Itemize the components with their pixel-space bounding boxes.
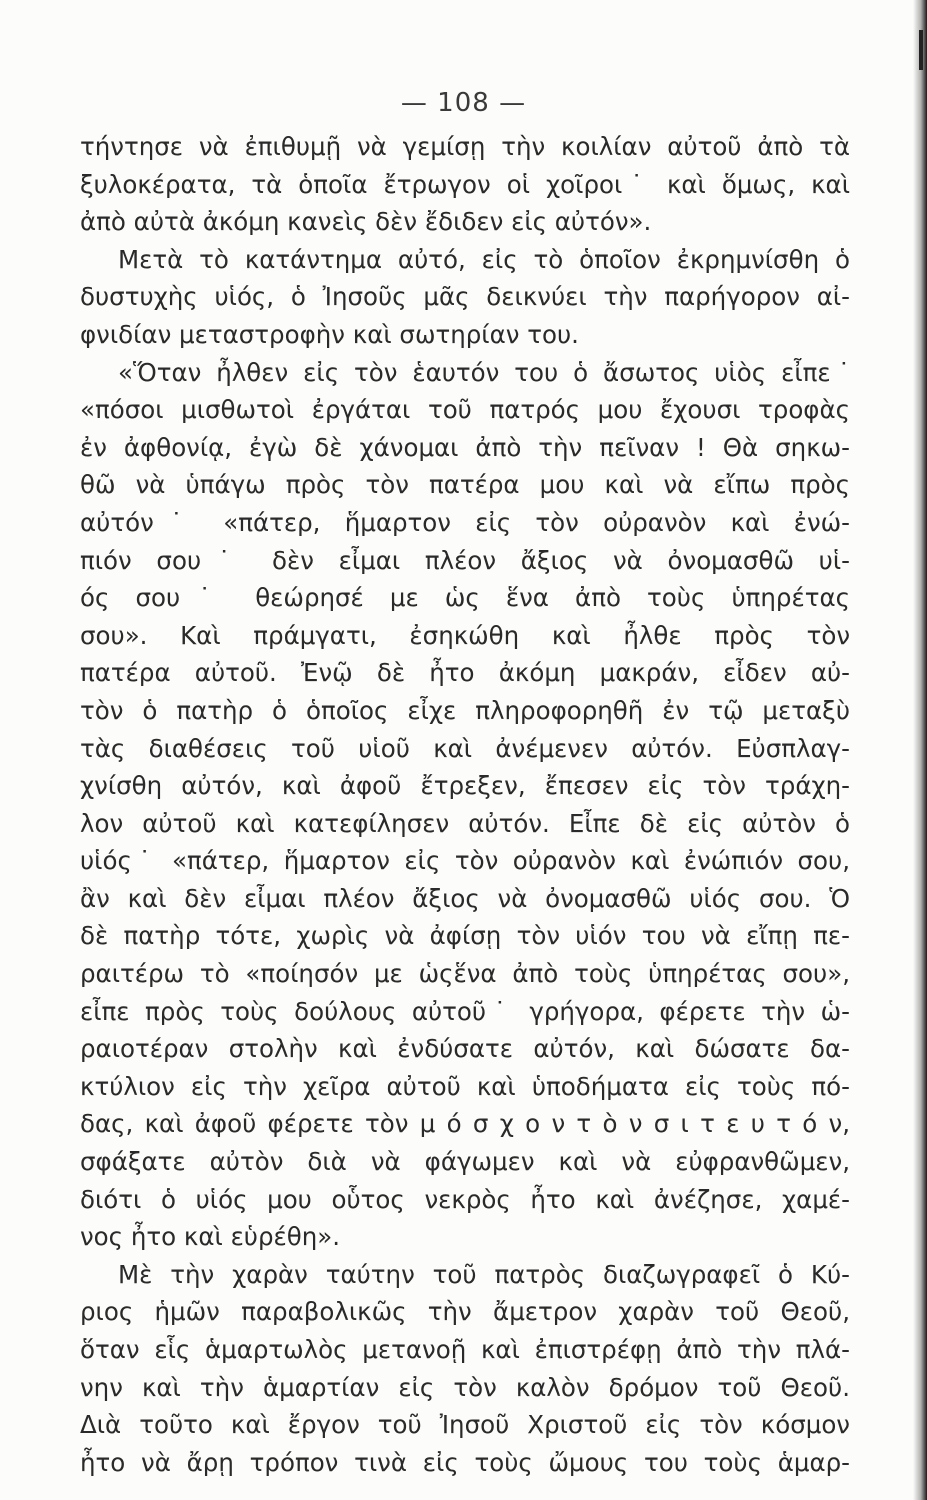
body-text	[80, 128, 850, 1481]
text-line: «Ὅταν ἦλθεν εἰς τὸν ἑαυτόν του ὁ ἄσωτος υἱὸς εἶπε˙	[118, 357, 850, 387]
text-line: σου». Καὶ πράμγατι, ἐσηκώθη καὶ ἦλθε πρὸς τὸν	[80, 620, 850, 650]
text-line: ριος ἡμῶν παραβολικῶς τὴν ἄμετρον χαρὰν τοῦ Θεοῦ,	[80, 1297, 850, 1327]
text-line: ἦτο νὰ ἄρῃ τρόπον τινὰ εἰς τοὺς ὤμους του τοὺς ἁμαρ-	[80, 1447, 850, 1477]
text-line: ἐν ἀφθονίᾳ, ἐγὼ δὲ χάνομαι ἀπὸ τὴν πεῖναν ! Θὰ σηκω-	[80, 432, 850, 462]
text-line: πατέρα αὐτοῦ. Ἐνῷ δὲ ἦτο ἀκόμη μακράν, εἶδεν αὐ-	[80, 658, 850, 688]
text-line: ὅταν εἷς ἁμαρτωλὸς μετανοῇ καὶ ἐπιστρέφῃ ἀπὸ τὴν πλά-	[80, 1335, 850, 1364]
text-line: εἶπε πρὸς τοὺς δούλους αὐτοῦ˙ γρήγορα, φέρετε τὴν ὡ-	[80, 996, 850, 1026]
text-line: σφάξατε αὐτὸν διὰ νὰ φάγωμεν καὶ νὰ εὐφρανθῶμεν,	[80, 1147, 850, 1177]
page-edge-mark	[919, 30, 923, 70]
text-line: ἂν καὶ δὲν εἶμαι πλέον ἄξιος νὰ ὀνομασθῶ υἱός σου. Ὁ	[80, 883, 850, 913]
text-line: πιόν σου˙ δὲν εἶμαι πλέον ἄξιος νὰ ὀνομασθῶ υἱ-	[80, 545, 850, 575]
text-line: νος ἦτο καὶ εὑρέθη».	[80, 1222, 341, 1252]
text-line: Μὲ τὴν χαρὰν ταύτην τοῦ πατρὸς διαζωγραφεῖ ὁ Κύ-	[118, 1259, 850, 1289]
text-line: τήντησε νὰ ἐπιθυμῇ νὰ γεμίσῃ τὴν κοιλίαν αὐτοῦ ἀπὸ τὰ	[80, 132, 850, 161]
text-line: χνίσθη αὐτόν, καὶ ἀφοῦ ἔτρεξεν, ἔπεσεν εἰς τὸν τράχη-	[80, 771, 850, 801]
text-line: ἀπὸ αὐτὰ ἀκόμη κανεὶς δὲν ἔδιδεν εἰς αὐτόν».	[80, 207, 652, 237]
text-line: δὲ πατὴρ τότε, χωρὶς νὰ ἀφίσῃ τὸν υἱόν του νὰ εἴπῃ πε-	[80, 921, 850, 951]
text-line: αὐτόν˙ «πάτερ, ἥμαρτον εἰς τὸν οὐρανὸν καὶ ἐνώ-	[80, 507, 850, 537]
text-line: «πόσοι μισθωτοὶ ἐργάται τοῦ πατρός μου ἔχουσι τροφὰς	[80, 395, 850, 425]
text-line: τὰς διαθέσεις τοῦ υἱοῦ καὶ ἀνέμενεν αὐτόν. Εὐσπλαγ-	[80, 733, 850, 763]
text-line: κτύλιον εἰς τὴν χεῖρα αὐτοῦ καὶ ὑποδήματα εἰς τοὺς πό-	[80, 1071, 850, 1101]
text-line: ραιτέρω τὸ «ποίησόν με ὡςἕνα ἀπὸ τοὺς ὑπηρέτας σου»,	[80, 959, 850, 989]
text-line: τὸν ὁ πατὴρ ὁ ὁποῖος εἶχε πληροφορηθῆ ἐν τῷ μεταξὺ	[80, 695, 850, 725]
text-line: νην καὶ τὴν ἁμαρτίαν εἰς τὸν καλὸν δρόμον τοῦ Θεοῦ.	[80, 1372, 850, 1402]
text-line: Μετὰ τὸ κατάντημα αὐτό, εἰς τὸ ὁποῖον ἐκρημνίσθη ὁ	[118, 244, 850, 274]
text-line: λον αὐτοῦ καὶ κατεφίλησεν αὐτόν. Εἶπε δὲ εἰς αὐτὸν ὁ	[80, 808, 850, 838]
page-number: — 108 —	[400, 88, 527, 118]
text-line: θῶ νὰ ὑπάγω πρὸς τὸν πατέρα μου καὶ νὰ εἴπω πρὸς	[80, 470, 850, 500]
text-line: Διὰ τοῦτο καὶ ἔργον τοῦ Ἰησοῦ Χριστοῦ εἰς τὸν κόσμον	[80, 1410, 850, 1440]
text-line: ραιοτέραν στολὴν καὶ ἐνδύσατε αὐτόν, καὶ δώσατε δα-	[80, 1034, 850, 1064]
text-line: ξυλοκέρατα, τὰ ὁποῖα ἔτρωγον οἱ χοῖροι˙ καὶ ὅμως, καὶ	[80, 169, 850, 199]
page-edge-shadow	[913, 0, 927, 1500]
text-line: δας, καὶ ἀφοῦ φέρετε τὸν μ ό σ χ ο ν τ ὸ ν σ ι τ ε υ τ ό ν,	[80, 1109, 850, 1139]
text-line: υἱός˙ «πάτερ, ἥμαρτον εἰς τὸν οὐρανὸν καὶ ἐνώπιόν σου,	[80, 846, 850, 876]
text-line: ός σου˙ θεώρησέ με ὡς ἕνα ἀπὸ τοὺς ὑπηρέτας	[80, 583, 850, 613]
text-line: διότι ὁ υἱός μου οὗτος νεκρὸς ἦτο καὶ ἀνέζησε, χαμέ-	[80, 1184, 850, 1214]
text-line: φνιδίαν μεταστροφὴν καὶ σωτηρίαν του.	[80, 319, 579, 349]
text-line: δυστυχὴς υἱός, ὁ Ἰησοῦς μᾶς δεικνύει τὴν παρήγορον αἰ-	[80, 282, 850, 312]
